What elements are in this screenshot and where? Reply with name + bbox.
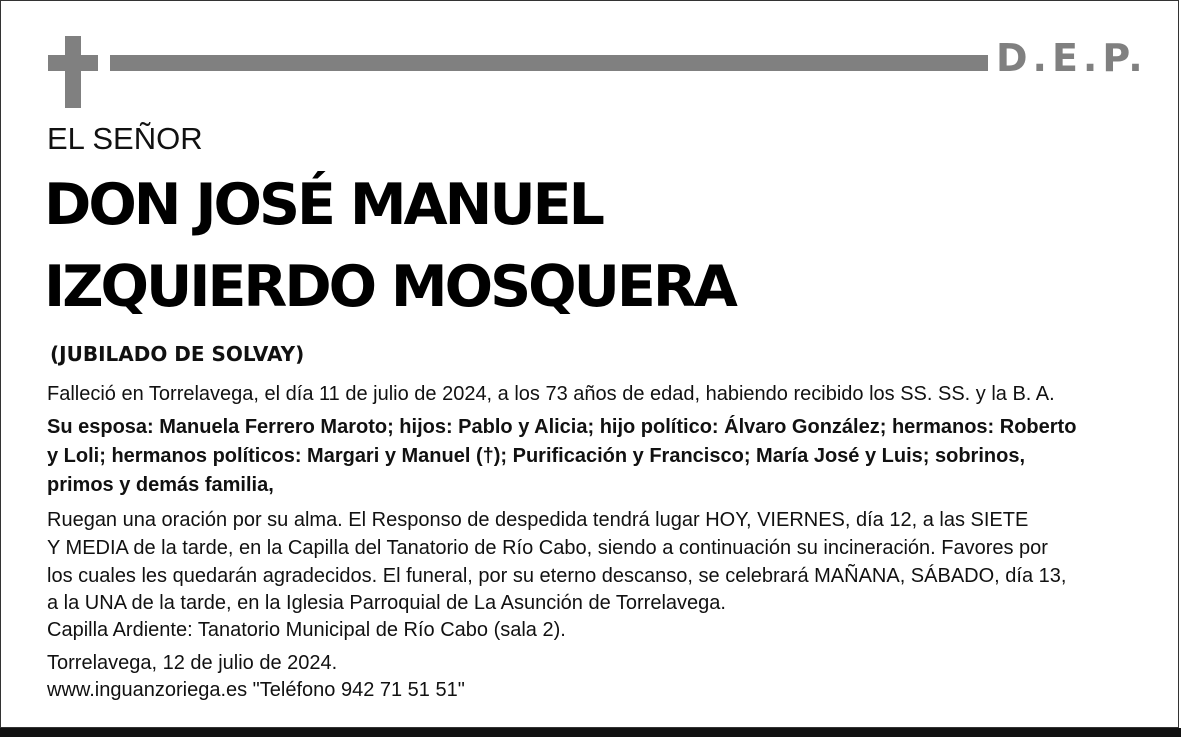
service-line: los cuales les quedarán agradecidos. El funeral, por su eterno descanso, se celebrará MAÑANA, SÁBADO, día 13, xyxy=(47,565,1067,587)
service-line: Ruegan una oración por su alma. El Responso de despedida tendrá lugar HOY, VIERNES, día 12, a las SIETE xyxy=(47,509,1029,531)
cross-icon xyxy=(65,36,81,108)
death-notice: Falleció en Torrelavega, el día 11 de julio de 2024, a los 73 años de edad, habiendo recibido los SS. SS. y la B. A. xyxy=(47,383,1055,405)
service-line: a la UNA de la tarde, en la Iglesia Parroquial de La Asunción de Torrelavega. xyxy=(47,592,726,614)
service-line: Y MEDIA de la tarde, en la Capilla del Tanatorio de Río Cabo, siendo a continuación su incineración. Favores por xyxy=(47,537,1048,559)
deceased-name-line-2: IZQUIERDO MOSQUERA xyxy=(44,254,735,320)
place-date: Torrelavega, 12 de julio de 2024. xyxy=(47,652,338,674)
header-rule xyxy=(110,55,988,71)
bottom-rule xyxy=(0,728,1181,737)
dep-label: D.E.P. xyxy=(996,36,1148,80)
chapel-line: Capilla Ardiente: Tanatorio Municipal de Río Cabo (sala 2). xyxy=(47,619,566,641)
occupation: (JUBILADO DE SOLVAY) xyxy=(50,342,305,366)
family-line: primos y demás familia, xyxy=(47,474,274,496)
contact-line: www.inguanzoriega.es "Teléfono 942 71 51 51" xyxy=(47,679,465,701)
family-line: Su esposa: Manuela Ferrero Maroto; hijos: Pablo y Alicia; hijo político: Álvaro González; hermanos: Roberto xyxy=(47,416,1077,438)
honorific: EL SEÑOR xyxy=(47,121,203,156)
deceased-name-line-1: DON JOSÉ MANUEL xyxy=(44,172,602,238)
family-line: y Loli; hermanos políticos: Margari y Manuel (†); Purificación y Francisco; María José y Luis; sobrinos, xyxy=(47,445,1025,467)
cross-icon-arm xyxy=(48,55,98,71)
